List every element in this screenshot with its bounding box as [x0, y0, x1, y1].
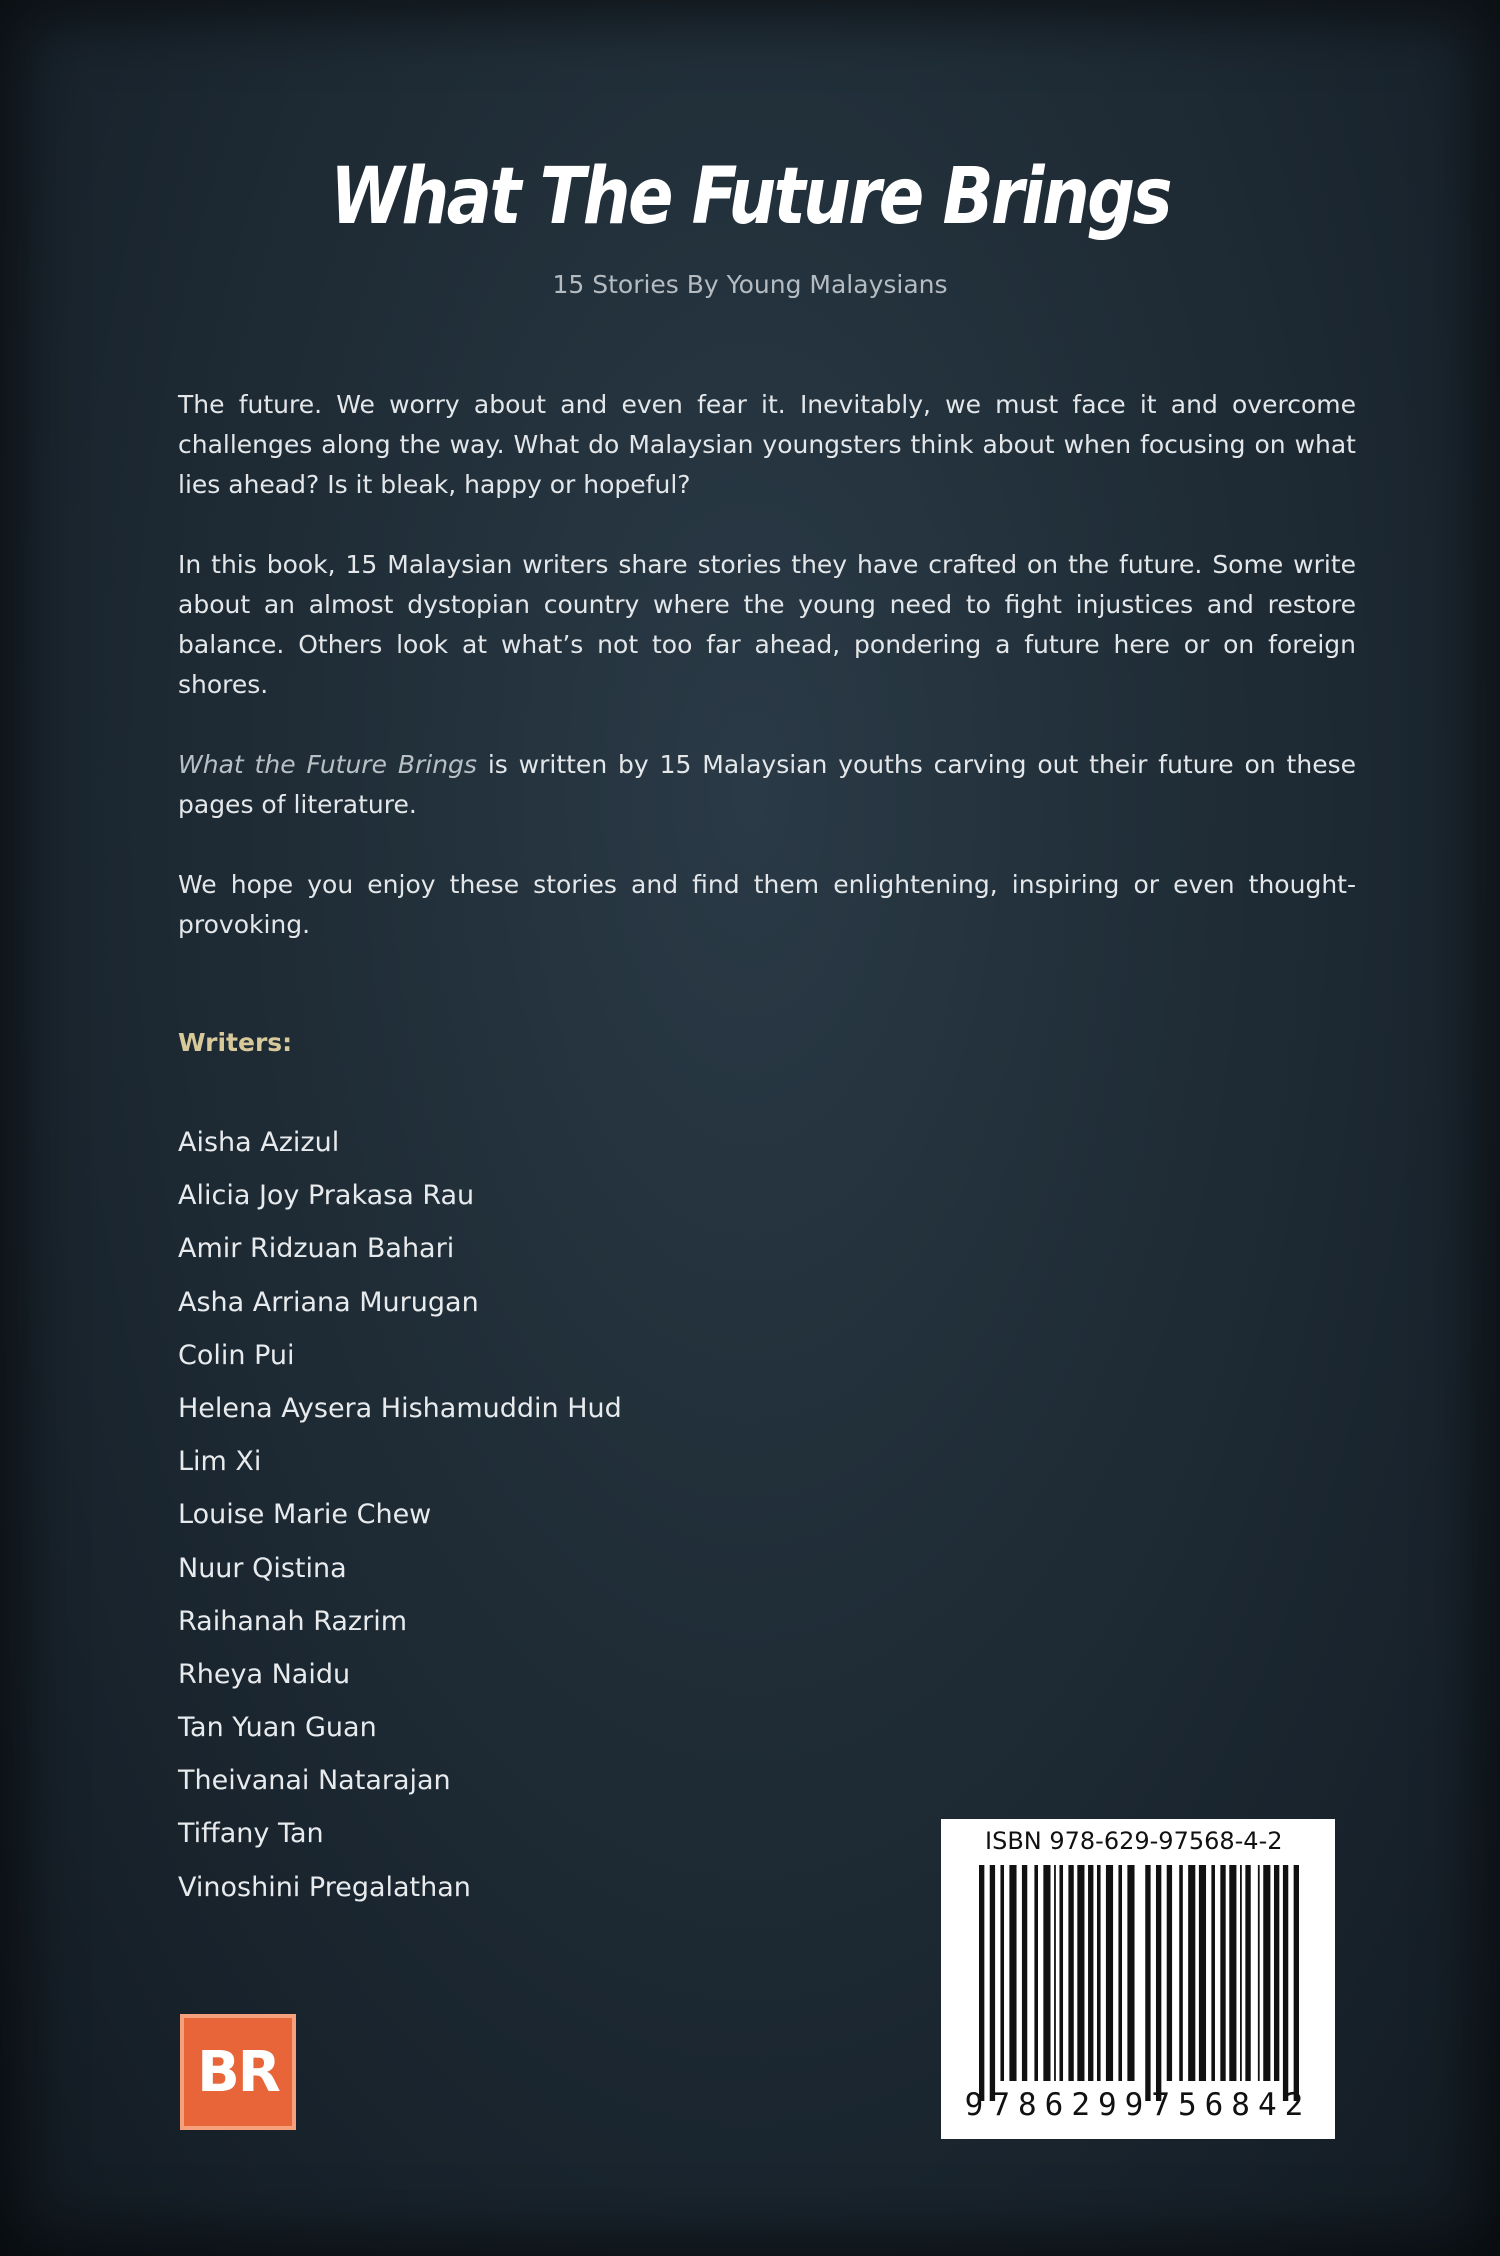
publisher-logo-text: BR [197, 2039, 279, 2105]
barcode-bar [1220, 1865, 1225, 2081]
barcode-bar [1068, 1865, 1073, 2081]
barcode-bar [1088, 1865, 1093, 2081]
blurb-paragraph-1: The future. We worry about and even fear it. Inevitably, we must face it and overcome challenges along the way. What do Malaysian youngsters think about when focusing on what lies ahead? Is it bleak, happy or hopeful? [178, 390, 1356, 499]
book-title: What The Future Brings [330, 152, 1170, 242]
writer-name: Louise Marie Chew [178, 1499, 432, 1531]
writer-name: Tan Yuan Guan [178, 1712, 377, 1744]
writer-name: Rheya Naidu [178, 1658, 351, 1690]
barcode-bar [1054, 1865, 1056, 2081]
blurb-paragraph-4: We hope you enjoy these stories and find them enlightening, inspiring or even thought-provoking. [178, 870, 1356, 939]
barcode-bar [1127, 1865, 1134, 2081]
writer-name: Theivanai Natarajan [178, 1765, 451, 1797]
barcode-guard-bar [1283, 1865, 1288, 2101]
barcode-bar [1188, 1865, 1195, 2081]
writer-name: Vinoshini Pregalathan [178, 1871, 471, 1903]
writer-name: Helena Aysera Hishamuddin Hud [178, 1392, 622, 1424]
barcode-bar [1097, 1865, 1101, 2081]
book-subtitle: 15 Stories By Young Malaysians [552, 270, 948, 299]
isbn-label: ISBN 978-629-97568-4-2 [985, 1827, 1283, 1855]
barcode-bar [1263, 1865, 1270, 2081]
barcode-bar [1059, 1865, 1063, 2081]
barcode-bar [1167, 1865, 1172, 2081]
writer-name: Nuur Qistina [178, 1552, 347, 1584]
barcode-bar [1077, 1865, 1084, 2081]
writers-list [178, 1124, 622, 1922]
writer-name: Raihanah Razrim [178, 1605, 408, 1637]
barcode-bar [1245, 1865, 1250, 2081]
blurb-paragraph-3 [178, 745, 1356, 825]
barcode-bar [1258, 1865, 1260, 2081]
barcode-bar [1034, 1865, 1038, 2081]
barcode-bar [1229, 1865, 1236, 2081]
blurb-paragraph-3-text: is written by 15 Malaysian youths carving out their future on these pages of literature. [178, 750, 1356, 819]
barcode-bar [1009, 1865, 1016, 2081]
barcode-bar [1043, 1865, 1050, 2081]
writer-name: Lim Xi [178, 1446, 262, 1478]
barcode-guard-bar [1156, 1865, 1161, 2101]
barcode-bar [1211, 1865, 1215, 2081]
writers-heading: Writers: [178, 1028, 293, 1057]
barcode-bar [1199, 1865, 1206, 2081]
barcode-guard-bar [990, 1865, 995, 2101]
barcode-digits: 9786299756842 [964, 2087, 1312, 2123]
barcode-bar [1106, 1865, 1113, 2081]
writer-name: Alicia Joy Prakasa Rau [178, 1180, 475, 1212]
barcode-bar [1179, 1865, 1183, 2081]
blurb-paragraph-2: In this book, 15 Malaysian writers share stories they have crafted on the future. Some write about an almost dystopian country where the young need to fight injustices and restore balance. Others look at what’s not too far ahead, pondering a future here or on foreign shores. [178, 550, 1356, 699]
barcode-guard-bar [979, 1865, 984, 2101]
writer-name: Asha Arriana Murugan [178, 1286, 479, 1318]
barcode-bar [1274, 1865, 1279, 2081]
isbn-barcode [941, 1819, 1335, 2139]
writer-name: Tiffany Tan [178, 1818, 324, 1850]
barcode-bar [1118, 1865, 1122, 2081]
barcode-bar [1240, 1865, 1242, 2081]
publisher-logo [180, 2014, 296, 2130]
barcode-bar [1000, 1865, 1004, 2081]
barcode-guard-bar [1294, 1865, 1299, 2101]
barcode-guard-bar [1145, 1865, 1150, 2101]
barcode-bar [1022, 1865, 1027, 2081]
writer-name: Amir Ridzuan Bahari [178, 1233, 455, 1265]
blurb [178, 385, 1356, 985]
writer-name: Colin Pui [178, 1339, 295, 1371]
book-title-italic: What the Future Brings [178, 750, 477, 779]
writer-name: Aisha Azizul [178, 1127, 340, 1158]
